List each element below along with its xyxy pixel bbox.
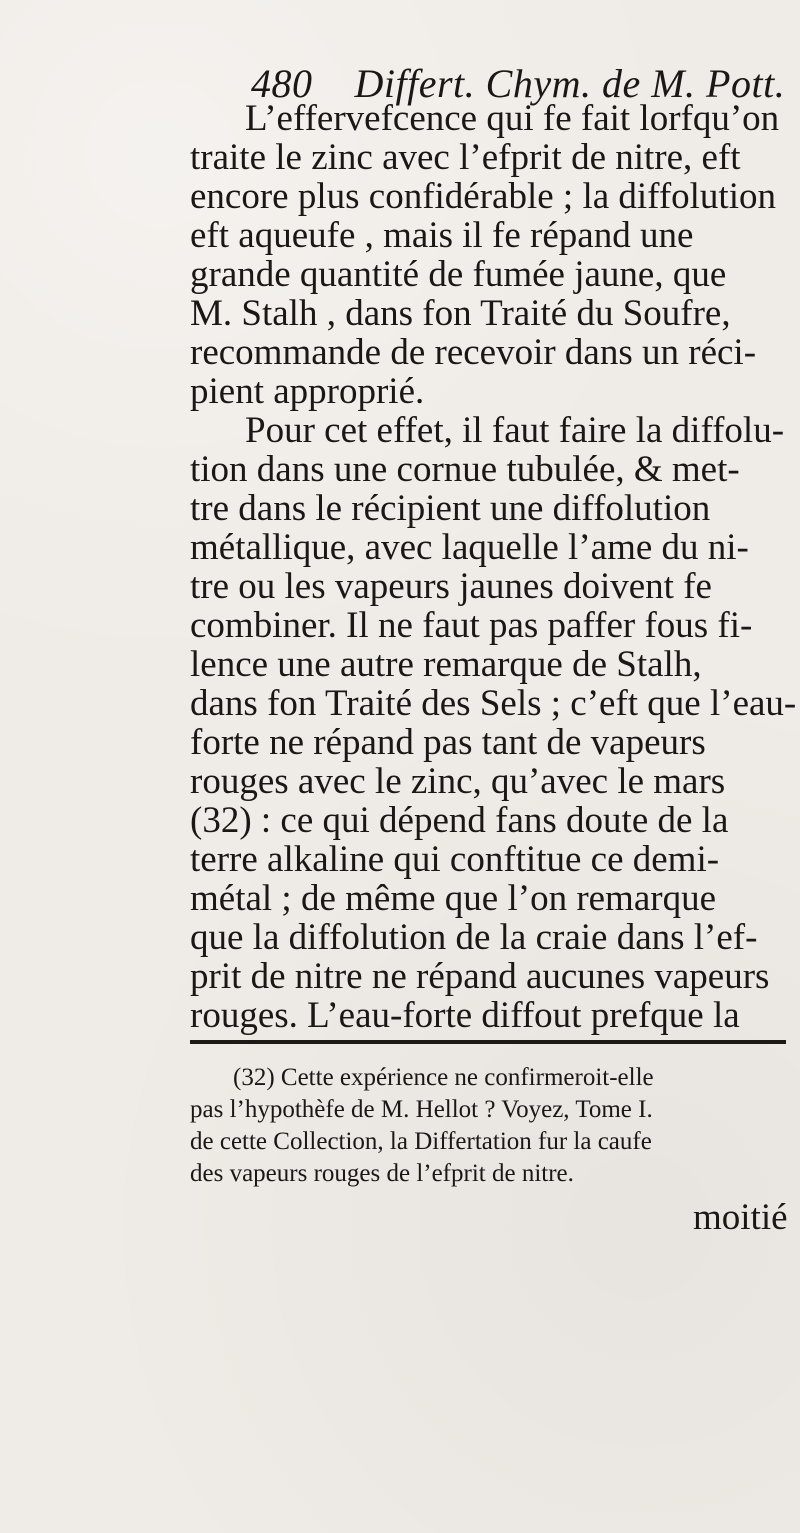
body-line-16: dans fon Traité des Sels ; c’eft que l’eau-	[190, 683, 797, 724]
body-line-9: Pour cet effet, il faut faire la diffolu-	[245, 410, 785, 451]
body-line-3: encore plus confidérable ; la diffolution	[190, 176, 776, 217]
body-line-6: M. Stalh , dans fon Traité du Soufre,	[190, 293, 731, 334]
body-line-1: L’effervefcence qui fe fait lorfqu’on	[245, 98, 780, 139]
body-line-13: tre ou les vapeurs jaunes doivent fe	[190, 566, 712, 607]
body-line-12: métallique, avec laquelle l’ame du ni-	[190, 527, 749, 568]
catchword: moitié	[693, 1197, 788, 1238]
body-line-19: (32) : ce qui dépend fans doute de la	[190, 800, 729, 841]
footnote-rule	[190, 1040, 786, 1044]
body-line-17: forte ne répand pas tant de vapeurs	[190, 722, 706, 763]
body-line-14: combiner. Il ne faut pas paffer fous fi-	[190, 605, 753, 646]
footnote-line-4: des vapeurs rouges de l’efprit de nitre.	[190, 1160, 574, 1187]
body-line-22: que la diffolution de la craie dans l’ef-	[190, 917, 758, 958]
body-line-21: métal ; de même que l’on remarque	[190, 878, 717, 919]
footnote-line-3: de cette Collection, la Differtation fur la caufe	[190, 1128, 652, 1155]
footnote-line-2: pas l’hypothèfe de M. Hellot ? Voyez, Tome I.	[190, 1096, 653, 1123]
body-line-2: traite le zinc avec l’efprit de nitre, eft	[190, 137, 741, 178]
body-line-8: pient approprié.	[190, 371, 425, 412]
body-line-5: grande quantité de fumée jaune, que	[190, 254, 727, 295]
body-line-7: recommande de recevoir dans un réci-	[190, 332, 757, 373]
body-line-10: tion dans une cornue tubulée, & met-	[190, 449, 740, 490]
body-line-15: lence une autre remarque de Stalh,	[190, 644, 702, 685]
body-line-20: terre alkaline qui conftitue ce demi-	[190, 839, 720, 880]
body-line-4: eft aqueufe , mais il fe répand une	[190, 215, 694, 256]
running-title: Differt. Chym. de M. Pott.	[354, 61, 786, 106]
body-line-24: rouges. L’eau-forte diffout prefque la	[190, 995, 740, 1036]
page-number: 480	[251, 61, 313, 106]
body-line-18: rouges avec le zinc, qu’avec le mars	[190, 761, 726, 802]
footnote-line-1: (32) Cette expérience ne confirmeroit-elle	[233, 1064, 654, 1091]
body-line-11: tre dans le récipient une diffolution	[190, 488, 711, 529]
body-line-23: prit de nitre ne répand aucunes vapeurs	[190, 956, 770, 997]
